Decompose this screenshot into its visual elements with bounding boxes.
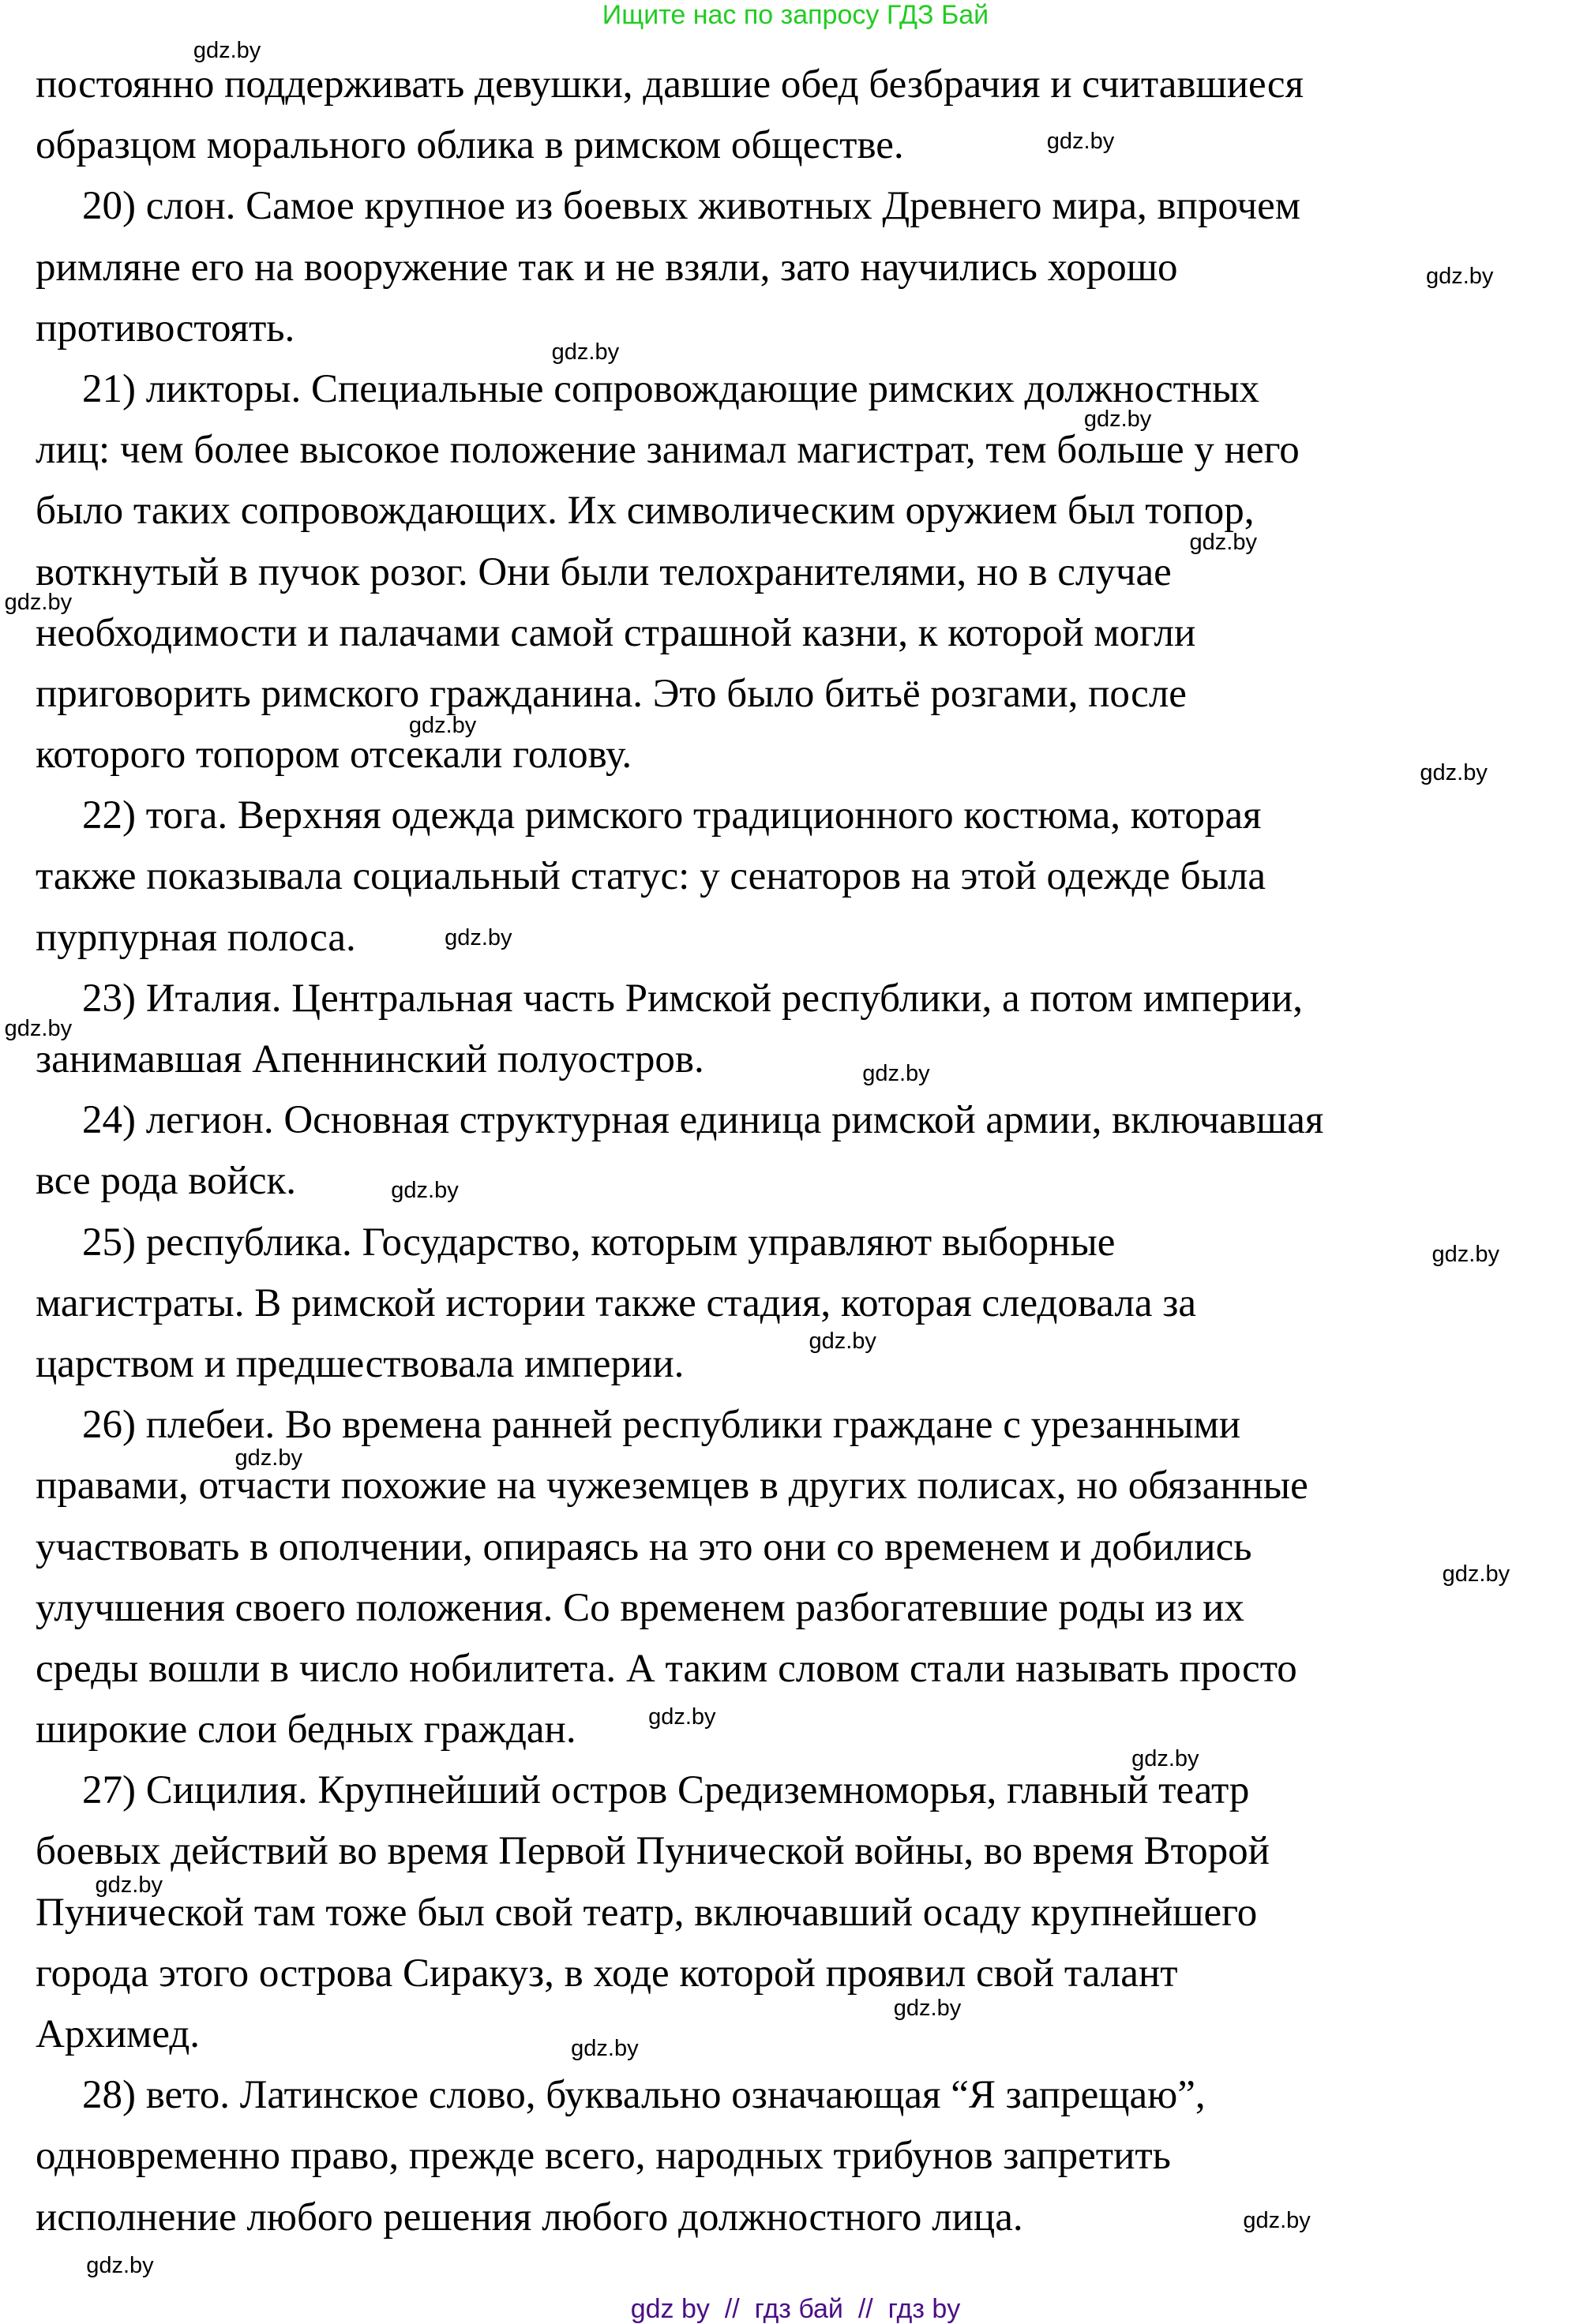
text-line: 27) Сицилия. Крупнейший остров Средиземноморья, главный театр (82, 1768, 1250, 1813)
footer-links: gdz by // гдз бай // гдз by (630, 2294, 961, 2324)
text-line: также показывала социальный статус: у сенаторов на этой одежде была (36, 854, 1266, 899)
watermark: gdz.by (1189, 530, 1257, 556)
document-body (36, 54, 1583, 2248)
text-line: участвовать в ополчении, опираясь на это они со временем и добились (36, 1524, 1252, 1569)
text-line: которого топором отсекали голову. (36, 733, 632, 778)
watermark: gdz.by (4, 1016, 73, 1042)
text-line: образцом морального облика в римском обществе. (36, 123, 904, 168)
watermark: gdz.by (1243, 2208, 1311, 2234)
text-line: исполнение любого решения любого должностного лица. (36, 2195, 1023, 2240)
watermark: gdz.by (571, 2036, 639, 2062)
watermark: gdz.by (1046, 128, 1115, 154)
watermark: gdz.by (648, 1704, 716, 1730)
watermark: gdz.by (95, 1872, 163, 1898)
text-line: магистраты. В римской истории также стадия, которая следовала за (36, 1280, 1197, 1325)
text-line: Пунической там тоже был свой театр, включавший осаду крупнейшего (36, 1890, 1258, 1935)
text-line: 21) ликторы. Специальные сопровождающие римских должностных (82, 366, 1260, 411)
watermark: gdz.by (862, 1060, 930, 1086)
text-line: широкие слои бедных граждан. (36, 1707, 576, 1752)
text-line: 20) слон. Самое крупное из боевых животных Древнего мира, впрочем (82, 184, 1301, 229)
watermark: gdz.by (1442, 1561, 1510, 1587)
watermark: gdz.by (1425, 264, 1494, 290)
search-hint-banner: Ищите нас по запросу ГДЗ Бай (602, 0, 989, 30)
text-line: 24) легион. Основная структурная единица римской армии, включавшая (82, 1098, 1324, 1143)
watermark: gdz.by (551, 339, 620, 365)
text-line: города этого острова Сиракуз, в ходе которой проявил свой талант (36, 1951, 1178, 1996)
watermark: gdz.by (893, 1996, 962, 2022)
text-line: 26) плебеи. Во времена ранней республики граждане с урезанными (82, 1403, 1241, 1448)
watermark: gdz.by (235, 1445, 302, 1471)
text-line: 28) вето. Латинское слово, буквально означающая “Я запрещаю”, (82, 2073, 1206, 2118)
text-line: занимавшая Апеннинский полуостров. (36, 1037, 704, 1081)
watermark: gdz.by (1420, 760, 1488, 786)
watermark: gdz.by (445, 925, 512, 951)
text-line: пурпурная полоса. (36, 915, 356, 960)
text-line: было таких сопровождающих. Их символическим оружием был топор, (36, 489, 1255, 534)
watermark: gdz.by (86, 2252, 154, 2278)
text-line: постоянно поддерживать девушки, давшие обед безбрачия и считавшиеся (36, 62, 1304, 107)
text-line: лиц: чем более высокое положение занимал магистрат, тем больше у него (36, 428, 1300, 473)
watermark: gdz.by (391, 1178, 459, 1204)
text-line: необходимости и палачами самой страшной казни, к которой могли (36, 610, 1196, 655)
watermark: gdz.by (809, 1328, 876, 1354)
watermark: gdz.by (1083, 407, 1152, 433)
watermark: gdz.by (408, 712, 477, 738)
text-line: 23) Италия. Центральная часть Римской республики, а потом империи, (82, 976, 1304, 1021)
text-line: улучшения своего положения. Со временем разбогатевшие роды из их (36, 1585, 1244, 1630)
text-line: 22) тога. Верхняя одежда римского традиционного костюма, которая (82, 793, 1262, 838)
text-line: 25) республика. Государство, которым управляют выборные (82, 1220, 1116, 1265)
text-line: Архимед. (36, 2012, 201, 2056)
text-line: боевых действий во время Первой Пунической войны, во время Второй (36, 1829, 1270, 1874)
text-line: правами, отчасти похожие на чужеземцев в других полисах, но обязанные (36, 1464, 1308, 1509)
watermark: gdz.by (193, 38, 261, 64)
text-line: все рода войск. (36, 1159, 296, 1204)
watermark: gdz.by (1432, 1242, 1499, 1268)
text-line: приговорить римского гражданина. Это было битьё розгами, после (36, 671, 1187, 716)
watermark: gdz.by (1131, 1745, 1199, 1771)
text-line: среды вошли в число нобилитета. А таким словом стали называть просто (36, 1646, 1297, 1691)
text-line: царством и предшествовала империи. (36, 1341, 685, 1386)
text-line: одновременно право, прежде всего, народных трибунов запретить (36, 2134, 1171, 2179)
text-line: воткнутый в пучок розог. Они были телохранителями, но в случае (36, 549, 1172, 594)
text-line: римляне его на вооружение так и не взяли, зато научились хорошо (36, 245, 1178, 290)
watermark: gdz.by (4, 589, 73, 615)
text-line: противостоять. (36, 305, 295, 350)
